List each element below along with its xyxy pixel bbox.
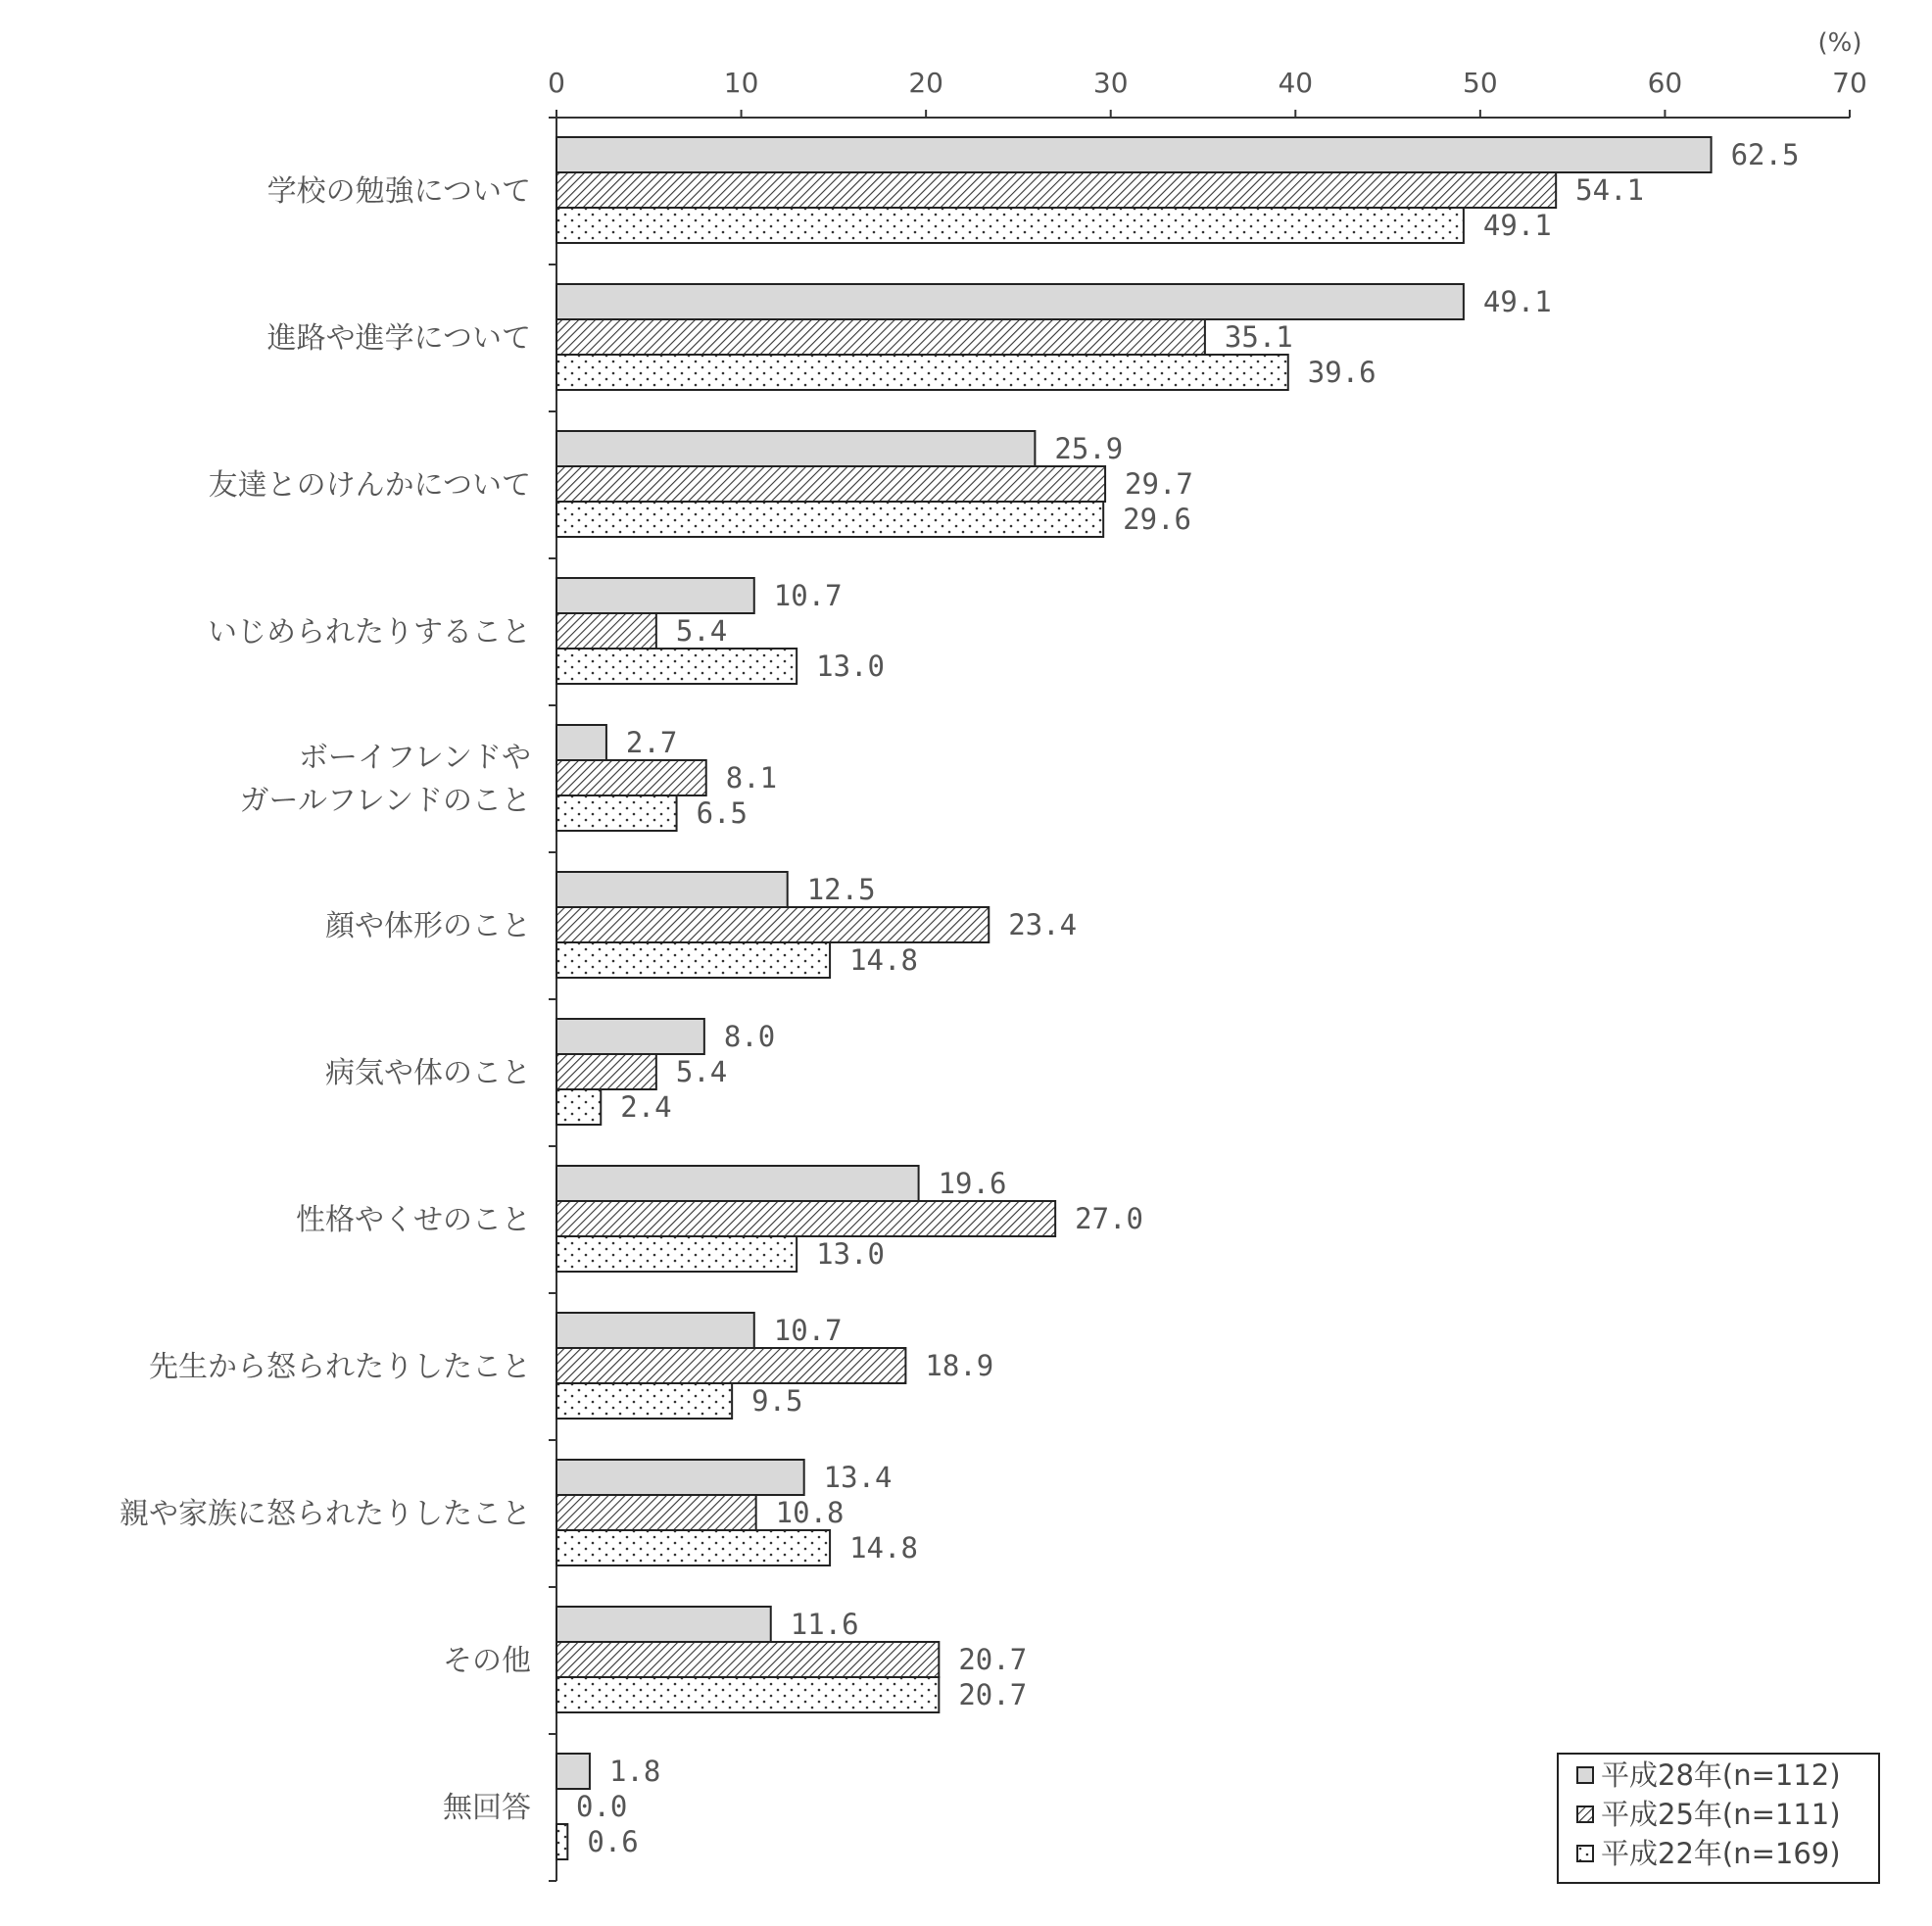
bar-value-label: 8.0	[723, 1020, 776, 1053]
legend-swatch	[1577, 1846, 1593, 1861]
x-tick-label: 0	[548, 67, 565, 99]
category-label: 学校の勉強について	[266, 174, 531, 209]
bar	[556, 1236, 797, 1272]
legend-label: 平成28年(n=112)	[1601, 1758, 1841, 1792]
x-tick-label: 70	[1832, 67, 1867, 99]
bar	[556, 1824, 567, 1859]
bar	[556, 1754, 590, 1789]
category-label: 無回答	[443, 1791, 531, 1825]
bar	[556, 137, 1712, 172]
bar	[556, 942, 830, 978]
bar-value-label: 35.1	[1224, 320, 1293, 354]
bar-value-label: 5.4	[675, 1055, 728, 1088]
bar-value-label: 8.1	[725, 761, 778, 794]
bar-value-label: 1.8	[608, 1755, 661, 1788]
category-label: 病気や体のこと	[325, 1056, 531, 1090]
bar	[556, 284, 1464, 319]
bar-value-label: 39.6	[1307, 356, 1377, 389]
unit-label: (%)	[1817, 28, 1862, 58]
bar-value-label: 11.6	[790, 1608, 859, 1641]
bar	[556, 1677, 939, 1712]
bar	[556, 872, 788, 907]
category-label: ガールフレンドのこと	[239, 784, 531, 818]
bar-value-label: 2.7	[625, 726, 678, 759]
legend-label: 平成25年(n=111)	[1601, 1798, 1841, 1831]
bar	[556, 502, 1103, 537]
x-tick-label: 40	[1278, 67, 1314, 99]
x-tick-label: 30	[1092, 67, 1129, 99]
legend-label: 平成22年(n=169)	[1601, 1837, 1841, 1870]
bar-value-label: 13.4	[823, 1461, 893, 1494]
bar-value-label: 19.6	[938, 1167, 1007, 1200]
bar-value-label: 20.7	[958, 1643, 1028, 1676]
bar-value-label: 25.9	[1054, 432, 1124, 465]
bar	[556, 466, 1105, 502]
x-tick-label: 50	[1463, 67, 1498, 99]
bar	[556, 795, 677, 831]
bar	[556, 1495, 756, 1530]
bar-value-label: 62.5	[1730, 138, 1800, 171]
category-label: 友達とのけんかについて	[208, 468, 531, 503]
bar	[556, 725, 606, 760]
bar-value-label: 27.0	[1075, 1202, 1143, 1235]
bar	[556, 355, 1288, 390]
bar-value-label: 5.4	[675, 614, 728, 648]
x-tick-label: 10	[723, 67, 759, 99]
bar	[556, 319, 1205, 355]
legend	[1558, 1754, 1879, 1883]
bar	[556, 1166, 919, 1201]
bar-value-label: 2.4	[620, 1090, 672, 1124]
bar	[556, 649, 797, 684]
bar	[556, 1383, 732, 1419]
bar	[556, 431, 1035, 466]
bar	[556, 1054, 656, 1089]
bar	[556, 1460, 804, 1495]
bar-value-label: 13.0	[816, 650, 885, 683]
category-label: 親や家族に怒られたりしたこと	[120, 1497, 531, 1531]
bar	[556, 578, 754, 613]
bar-value-label: 29.7	[1125, 467, 1193, 501]
bar-value-label: 49.1	[1482, 285, 1552, 318]
bar	[556, 1348, 905, 1383]
bar	[556, 208, 1464, 243]
category-labels	[120, 174, 531, 1825]
bar	[556, 1019, 704, 1054]
category-label: ボーイフレンドや	[298, 741, 531, 775]
category-label: 先生から怒られたりしたこと	[149, 1350, 531, 1384]
bar-value-label: 29.6	[1123, 503, 1192, 536]
bars	[556, 137, 1799, 1859]
bar-value-label: 14.8	[849, 1531, 918, 1565]
bar	[556, 1642, 939, 1677]
legend-swatch	[1577, 1767, 1593, 1783]
bar-value-label: 12.5	[806, 873, 876, 906]
bar-value-label: 6.5	[696, 796, 748, 830]
bar-value-label: 10.7	[773, 1314, 843, 1347]
bar	[556, 1201, 1055, 1236]
bar-value-label: 23.4	[1008, 908, 1078, 941]
bar-value-label: 54.1	[1575, 173, 1645, 207]
bar	[556, 760, 706, 795]
legend-swatch	[1577, 1806, 1593, 1822]
bar-value-label: 0.0	[576, 1790, 628, 1823]
bar	[556, 1313, 754, 1348]
category-label: その他	[443, 1644, 531, 1678]
bar-value-label: 9.5	[751, 1384, 803, 1418]
bar	[556, 1530, 830, 1565]
bar-value-label: 14.8	[849, 943, 918, 977]
bar-value-label: 18.9	[925, 1349, 994, 1382]
bar	[556, 172, 1556, 208]
category-label: 進路や進学について	[266, 321, 531, 356]
bar	[556, 1089, 601, 1125]
bar-value-label: 20.7	[958, 1678, 1028, 1711]
bar	[556, 907, 989, 942]
category-label: いじめられたりすること	[208, 615, 531, 650]
bar-value-label: 0.6	[587, 1825, 639, 1858]
bar-value-label: 10.8	[775, 1496, 845, 1529]
category-label: 性格やくせのこと	[296, 1203, 531, 1237]
bar	[556, 1607, 771, 1642]
bar	[556, 613, 656, 649]
bar-value-label: 10.7	[773, 579, 843, 612]
x-tick-label: 20	[908, 67, 943, 99]
x-tick-label: 60	[1647, 67, 1683, 99]
bar-value-label: 49.1	[1482, 209, 1552, 242]
category-label: 顔や体形のこと	[325, 909, 531, 943]
bar-value-label: 13.0	[816, 1237, 885, 1271]
